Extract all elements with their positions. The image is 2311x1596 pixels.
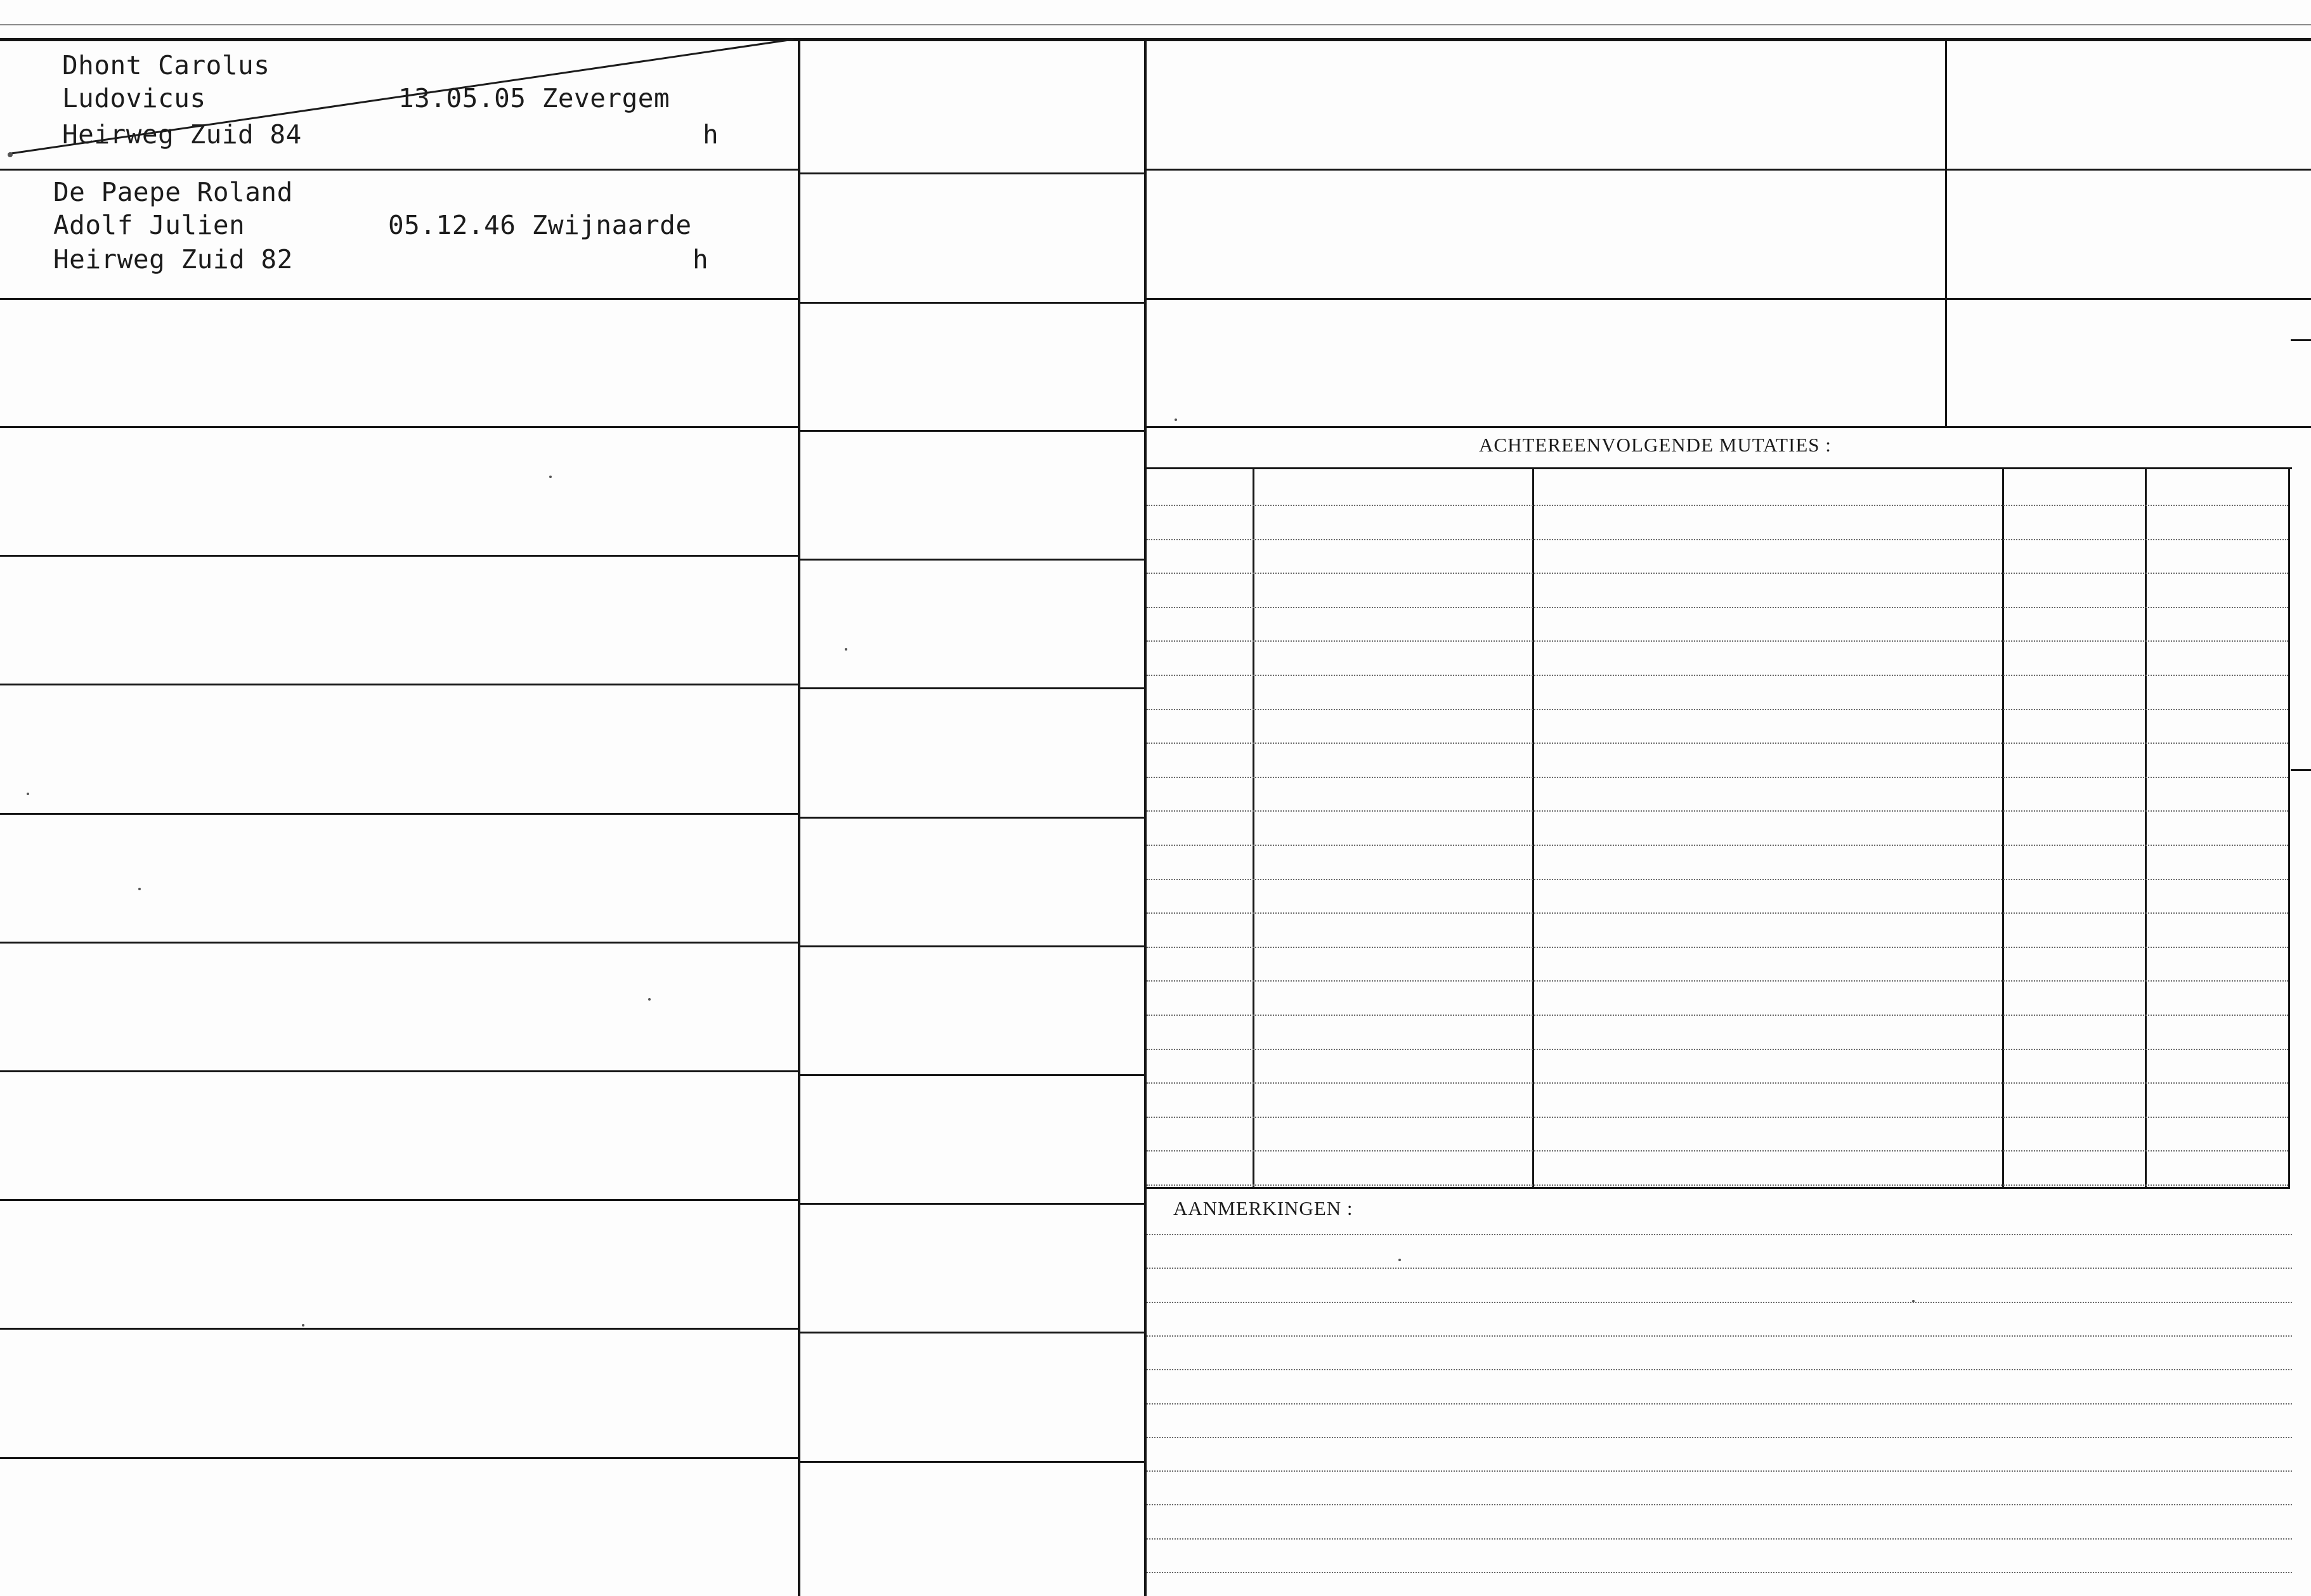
left-row-line (0, 942, 799, 944)
remarks-header: AANMERKINGEN : (1173, 1197, 1353, 1219)
left-row-line (0, 169, 799, 171)
entry-1-name: Dhont Carolus (62, 50, 270, 81)
scan-speck (27, 793, 29, 795)
entry-1-birth-date-place: 13.05.05 Zevergem (398, 83, 670, 114)
mutation-dotted-rule (1147, 505, 2288, 506)
mutation-dotted-rule (1147, 810, 2288, 812)
mutations-col-2 (1532, 469, 1534, 1188)
mutation-dotted-rule (1147, 539, 2288, 540)
left-row-line (0, 555, 799, 557)
left-row-line (0, 1070, 799, 1072)
entry-2-name: De Paepe Roland (53, 177, 293, 207)
column-divider-right-top (1945, 39, 1947, 426)
left-row-line (0, 298, 799, 300)
middle-row-line (800, 687, 1144, 689)
middle-row-line (800, 1203, 1144, 1205)
mutation-dotted-rule (1147, 947, 2288, 948)
remark-dotted-rule (1147, 1268, 2292, 1269)
column-divider-2 (1144, 39, 1147, 1596)
scan-speck (845, 648, 847, 651)
right-row-line-1 (1145, 169, 2311, 171)
remark-dotted-rule (1147, 1302, 2292, 1303)
middle-row-line (800, 1461, 1144, 1463)
entry-1-code: h (703, 119, 719, 150)
left-row-line (0, 1328, 799, 1330)
mutation-dotted-rule (1147, 912, 2288, 914)
left-row-line (0, 684, 799, 685)
remark-dotted-rule (1147, 1437, 2292, 1438)
entry-1-address: Heirweg Zuid 84 (62, 119, 302, 150)
middle-row-line (800, 817, 1144, 819)
mutation-dotted-rule (1147, 743, 2288, 744)
scan-speck (1912, 1300, 1915, 1302)
middle-row-line (800, 1332, 1144, 1333)
mutation-dotted-rule (1147, 709, 2288, 710)
mutation-dotted-rule (1147, 1015, 2288, 1016)
mutation-dotted-rule (1147, 640, 2288, 642)
remark-dotted-rule (1147, 1572, 2292, 1573)
scan-speck (138, 888, 141, 890)
top-border-line (0, 38, 2311, 41)
middle-row-line (800, 1074, 1144, 1076)
left-row-line (0, 813, 799, 815)
top-edge-line (0, 24, 2311, 25)
mutations-col-4 (2145, 469, 2147, 1188)
scan-speck (1398, 1259, 1401, 1261)
mutation-dotted-rule (1147, 879, 2288, 880)
mutation-dotted-rule (1147, 980, 2288, 982)
mutation-dotted-rule (1147, 1082, 2288, 1084)
mutations-header-rule (1145, 467, 2292, 469)
right-row-line-2 (1145, 298, 2311, 300)
entry-1-given-names: Ludovicus (62, 83, 206, 114)
mutation-dotted-rule (1147, 573, 2288, 574)
mutations-header: ACHTEREENVOLGENDE MUTATIES : (1479, 434, 1832, 456)
mutation-dotted-rule (1147, 675, 2288, 676)
mutation-dotted-rule (1147, 845, 2288, 846)
remark-dotted-rule (1147, 1234, 2292, 1235)
middle-row-line (800, 430, 1144, 432)
mutation-dotted-rule (1147, 607, 2288, 608)
margin-tick-1 (2291, 339, 2311, 341)
mutation-dotted-rule (1147, 1049, 2288, 1050)
remark-dotted-rule (1147, 1504, 2292, 1505)
middle-row-line (800, 172, 1144, 174)
left-row-line (0, 1457, 799, 1459)
mutations-col-3 (2002, 469, 2004, 1188)
entry-1-strike-end-mark (8, 152, 13, 157)
mutation-dotted-rule (1147, 1117, 2288, 1118)
scan-speck (1175, 418, 1177, 421)
remark-dotted-rule (1147, 1369, 2292, 1370)
scan-speck (549, 476, 552, 478)
mutations-col-5 (2288, 469, 2290, 1188)
entry-2-given-names: Adolf Julien (53, 210, 245, 240)
mutations-col-1 (1253, 469, 1254, 1188)
remark-dotted-rule (1147, 1470, 2292, 1472)
mutation-dotted-rule (1147, 1150, 2288, 1152)
scan-speck (302, 1324, 304, 1327)
scan-speck (648, 998, 651, 1001)
margin-tick-2 (2291, 769, 2311, 771)
remark-dotted-rule (1147, 1403, 2292, 1405)
entry-2-code: h (693, 244, 709, 275)
left-row-line (0, 426, 799, 428)
remark-dotted-rule (1147, 1335, 2292, 1337)
left-row-line (0, 1199, 799, 1201)
middle-row-line (800, 302, 1144, 304)
entry-2-birth-date-place: 05.12.46 Zwijnaarde (388, 210, 692, 240)
middle-row-line (800, 945, 1144, 947)
right-row-line-3 (1145, 426, 2311, 428)
remark-dotted-rule (1147, 1538, 2292, 1540)
mutation-dotted-rule (1147, 1184, 2288, 1186)
mutations-bottom-rule (1145, 1187, 2290, 1189)
entry-2-address: Heirweg Zuid 82 (53, 244, 293, 275)
middle-row-line (800, 559, 1144, 561)
mutation-dotted-rule (1147, 777, 2288, 778)
